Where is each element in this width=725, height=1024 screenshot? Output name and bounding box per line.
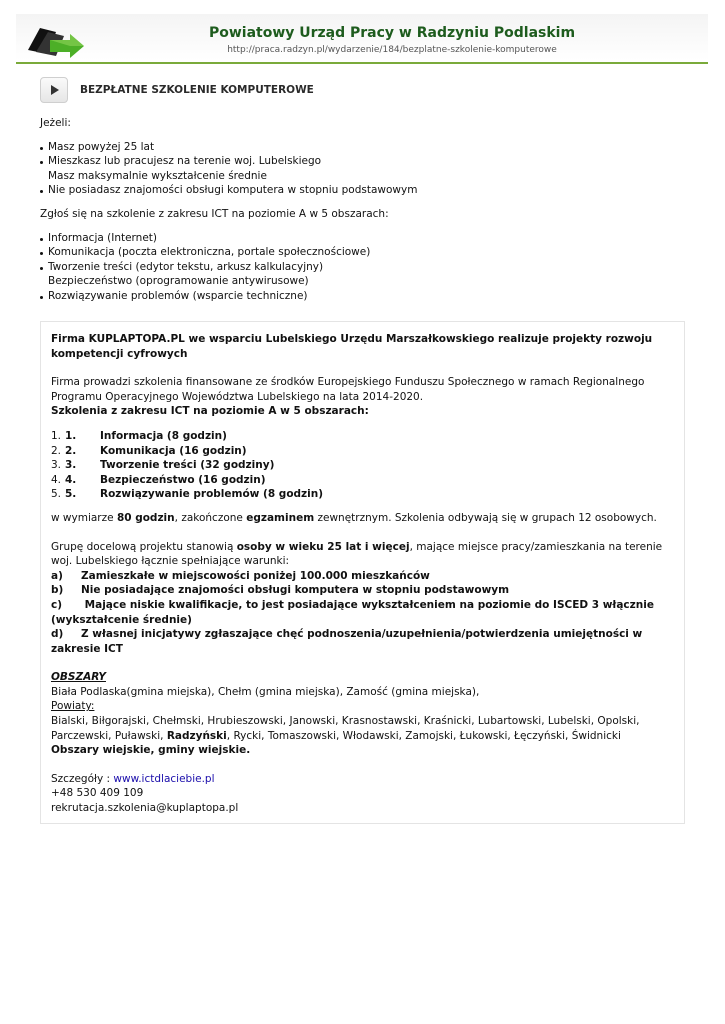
list-item: Informacja (Internet) [40,231,690,246]
requirement-b: b) Nie posiadające znajomości obsługi komputera w stopniu podstawowym [51,584,510,597]
areas-list [40,231,690,304]
play-arrow-icon[interactable] [40,77,68,103]
info-box [40,321,685,824]
page-url: http://praca.radzyn.pl/wydarzenie/184/bezplatne-szkolenie-komputerowe [227,45,557,55]
rural-text: Obszary wiejskie, gminy wiejskie. [51,744,251,757]
areas-label: OBSZARY [51,671,106,684]
list-item: 1. 1. Informacja (8 godzin) [51,429,227,442]
header-divider [16,62,708,64]
list-item: Mieszkasz lub pracujesz na terenie woj. Lubelskiego [40,154,690,169]
powiaty-label: Powiaty: [51,700,95,713]
apply-text: Zgłoś się na szkolenie z zakresu ICT na poziomie A w 5 obszarach: [40,207,389,220]
hours-text: w wymiarze 80 godzin, zakończone egzaminem zewnętrznym. Szkolenia odbywają się w grupach 12 osobowych. [51,511,657,524]
target-text: Grupę docelową projektu stanowią osoby w wieku 25 lat i więcej, mające miejsce pracy/zamieszkania na terenie woj. Lubelskiego łącznie spełniające warunki: [51,540,663,568]
details-line: Szczegóły : www.ictdlaciebie.pl [51,772,215,785]
intro-section [40,116,690,304]
page-title: BEZPŁATNE SZKOLENIE KOMPUTEROWE [80,84,314,96]
email-address: rekrutacja.szkolenia@kuplaptopa.pl [51,802,239,815]
list-item: Nie posiadasz znajomości obsługi komputera w stopniu podstawowym [40,183,690,198]
list-item: Masz maksymalnie wykształcenie średnie [48,169,267,182]
list-item: Komunikacja (poczta elektroniczna, portale społecznościowe) [40,245,690,260]
list-item: 4. 4. Bezpieczeństwo (16 godzin) [51,473,266,486]
logo-icon [26,22,86,62]
if-label: Jeżeli: [40,117,71,129]
list-item: 2. 2. Komunikacja (16 godzin) [51,444,247,457]
requirement-a: a) Zamieszkałe w miejscowości poniżej 100.000 mieszkańców [51,569,430,582]
ict-list [51,429,666,502]
list-item: 5. 5. Rozwiązywanie problemów (8 godzin) [51,488,324,501]
ict-heading: Szkolenia z zakresu ICT na poziomie A w 5 obszarach: [51,405,369,418]
cities-text: Biała Podlaska(gmina miejska), Chełm (gmina miejska), Zamość (gmina miejska), [51,685,480,698]
box-heading: Firma KUPLAPTOPA.PL we wsparciu Lubelskiego Urzędu Marszałkowskiego realizuje projekty rozwoju kompetencji cyfrowych [51,333,653,360]
list-item: Tworzenie treści (edytor tekstu, arkusz kalkulacyjny) [40,260,690,275]
requirement-c: c) Mające niskie kwalifikacje, to jest posiadające wykształceniem na poziomie do ISCED 3 włącznie (wykształcenie średnie) [51,598,654,626]
requirement-d: d) Z własnej inicjatywy zgłaszające chęć podnoszenia/uzupełnienia/potwierdzenia umiejętności w zakresie ICT [51,628,643,655]
list-item: 3. 3. Tworzenie treści (32 godziny) [51,459,275,472]
list-item: Bezpieczeństwo (oprogramowanie antywirusowe) [48,275,309,288]
conditions-list [40,140,690,198]
phone-number: +48 530 409 109 [51,787,144,800]
powiaty-text: Bialski, Biłgorajski, Chełmski, Hrubieszowski, Janowski, Krasnostawski, Kraśnicki, Lubartowski, Lubelski, Opolski, Parczewski, Puławski, Radzyński, Rycki, Tomaszowski, Włodawski, Zamojski, Łukowski, Łęczyński, Świdnicki [51,715,640,742]
details-link[interactable]: www.ictdlaciebie.pl [113,772,215,785]
list-item: Rozwiązywanie problemów (wsparcie techniczne) [40,289,690,304]
funding-text: Firma prowadzi szkolenia finansowane ze środków Europejskiego Funduszu Społecznego w ramach Regionalnego Programu Operacyjnego Województwa Lubelskiego na lata 2014-2020. [51,376,645,403]
list-item: Masz powyżej 25 lat [40,140,690,155]
site-title: Powiatowy Urząd Pracy w Radzyniu Podlaskim [208,25,576,41]
site-header [16,14,708,60]
